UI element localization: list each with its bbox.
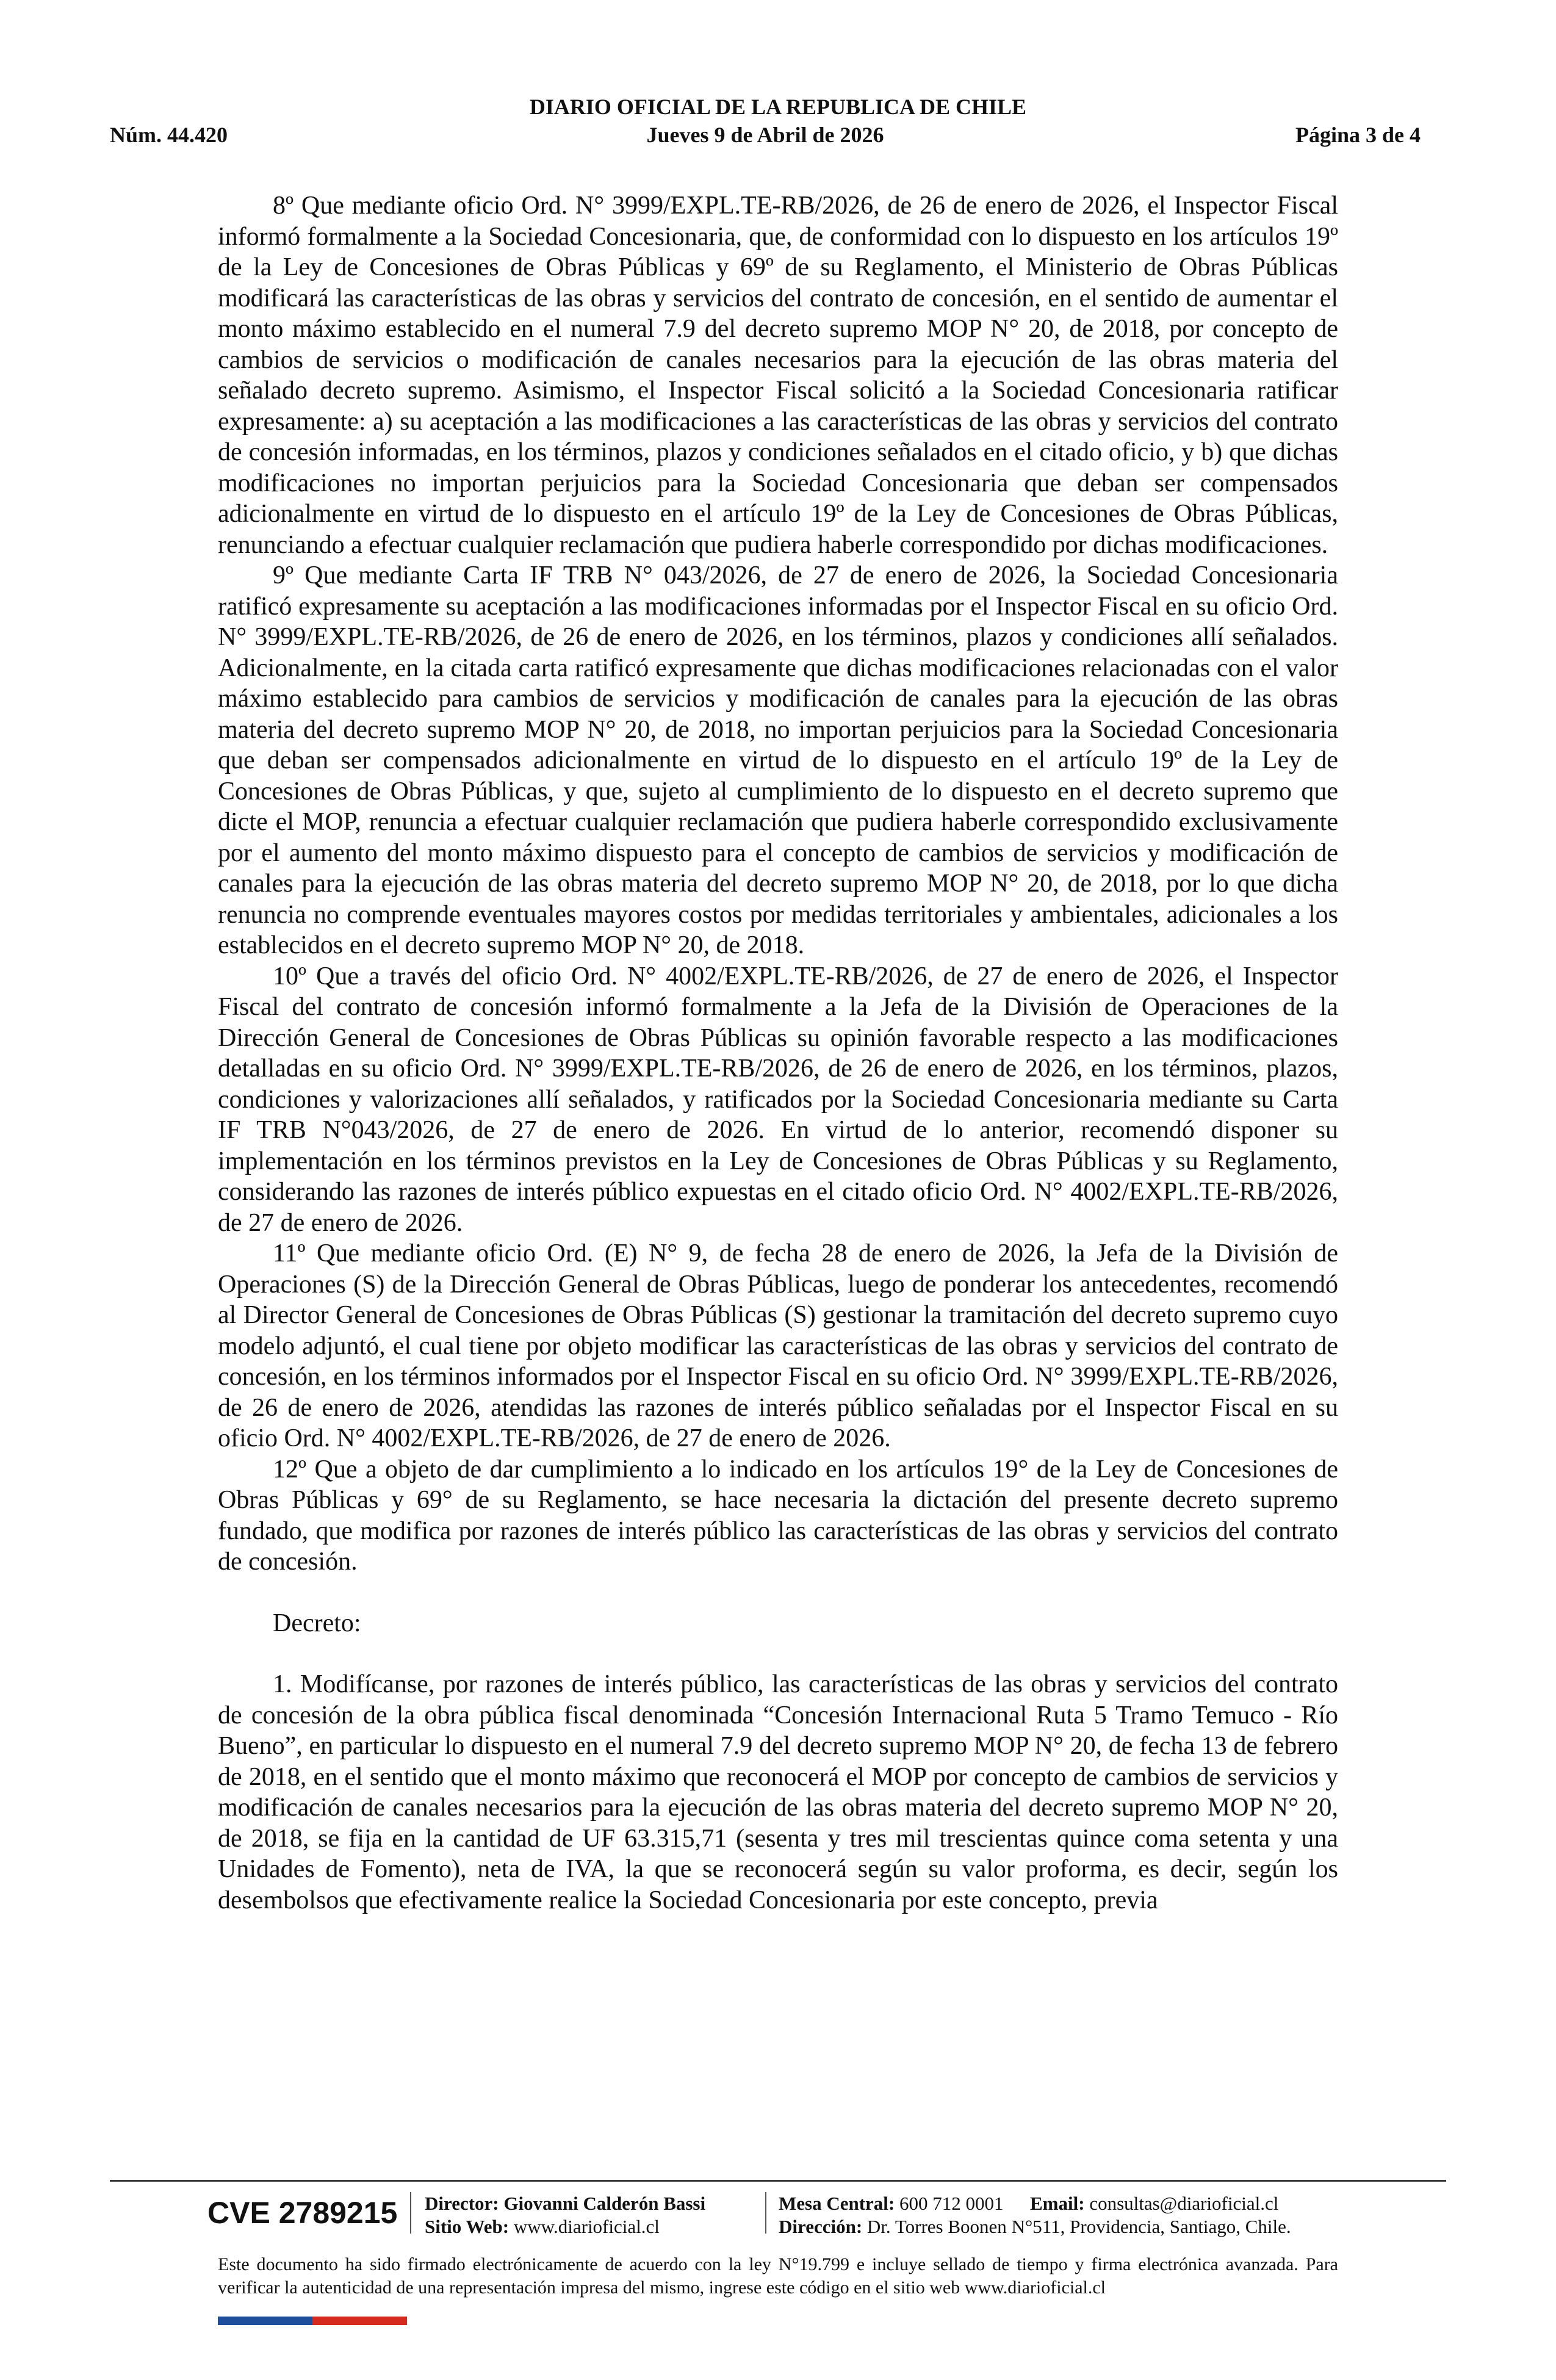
flag-blue-stripe <box>218 2317 312 2325</box>
document-body <box>218 190 1338 1916</box>
flag-red-stripe <box>312 2317 407 2325</box>
contact-line <box>779 2192 1278 2215</box>
issue-number: Núm. 44.420 <box>110 123 228 147</box>
mesa-phone: 600 712 0001 <box>899 2193 1004 2214</box>
address-value: Dr. Torres Boonen N°511, Providencia, Santiago, Chile. <box>866 2216 1291 2237</box>
decreto-label: Decreto: <box>273 1609 361 1637</box>
paragraph-9: 9º Que mediante Carta IF TRB N° 043/2026, de 27 de enero de 2026, la Sociedad Concesionaria ratificó expresamente su aceptación a las modificaciones informadas por el Inspector Fiscal en su oficio Ord. N° 3999/EXPL.TE-RB/2026, de 26 de enero de 2026, en los términos, plazos y condiciones allí señalados. Adicionalmente, en la citada carta ratificó expresamente que dichas modificaciones relacionadas con el valor máximo establecido para cambios de servicios y modificación de canales para la ejecución de las obras materia del decreto supremo MOP N° 20, de 2018, no importan perjuicios para la Sociedad Concesionaria que deban ser compensados adicionalmente en virtud de lo dispuesto en el artículo 19º de la Ley de Concesiones de Obras Públicas, y que, sujeto al cumplimiento de lo dispuesto en el decreto supremo que dicte el MOP, renuncia a efectuar cualquier reclamación que pudiera haberle correspondido exclusivamente por el aumento del monto máximo dispuesto para el concepto de cambios de servicios y modificación de canales para la ejecución de las obras materia del decreto supremo MOP N° 20, de 2018, por lo que dicha renuncia no comprende eventuales mayores costos por medidas territoriales y ambientales, adicionales a los establecidos en el decreto supremo MOP N° 20, de 2018. <box>218 561 1338 959</box>
header-row <box>110 121 1421 149</box>
director-label: Director: <box>425 2193 499 2214</box>
website-line <box>425 2215 660 2238</box>
address-line <box>779 2215 1291 2238</box>
legal-note: Este documento ha sido firmado electrónicamente de acuerdo con la ley N°19.799 e incluye sellado de tiempo y firma electrónica avanzada. Para verificar la autenticidad de una representación impresa del mismo, ingrese este código en el sitio web www.diarioficial.cl <box>218 2254 1338 2298</box>
address-label: Dirección: <box>779 2216 863 2237</box>
newspaper-title: DIARIO OFICIAL DE LA REPUBLICA DE CHILE <box>529 95 1027 119</box>
paragraph-12: 12º Que a objeto de dar cumplimiento a lo indicado en los artículos 19° de la Ley de Concesiones de Obras Públicas y 69° de su Reglamento, se hace necesaria la dictación del presente decreto supremo fundado, que modifica por razones de interés público las características de las obras y servicios del contrato de concesión. <box>218 1455 1338 1576</box>
footer-divider <box>110 2180 1446 2182</box>
article-1: 1. Modifícanse, por razones de interés público, las características de las obras y servicios del contrato de concesión de la obra pública fiscal denominada “Concesión Internacional Ruta 5 Tramo Temuco - Río Bueno”, en particular lo dispuesto en el numeral 7.9 del decreto supremo MOP N° 20, de fecha 13 de febrero de 2018, en el sentido que el monto máximo que reconocerá el MOP por concepto de cambios de servicios y modificación de canales necesarios para la ejecución de las obras materia del decreto supremo MOP N° 20, de 2018, se fija en la cantidad de UF 63.315,71 (sesenta y tres mil trescientas quince coma setenta y una Unidades de Fomento), neta de IVA, la que se reconocerá según su valor proforma, es decir, según los desembolsos que efectivamente realice la Sociedad Concesionaria por este concepto, previa <box>218 1670 1338 1914</box>
flag-stripe <box>218 2317 407 2325</box>
website-label: Sitio Web: <box>425 2216 510 2237</box>
director-name: Giovanni Calderón Bassi <box>503 2193 706 2214</box>
website-link[interactable]: www.diarioficial.cl <box>513 2216 660 2237</box>
email-link[interactable]: consultas@diarioficial.cl <box>1089 2193 1279 2214</box>
issue-date: Jueves 9 de Abril de 2026 <box>646 123 884 147</box>
paragraph-8: 8º Que mediante oficio Ord. N° 3999/EXPL.TE-RB/2026, de 26 de enero de 2026, el Inspector Fiscal informó formalmente a la Sociedad Concesionaria, que, de conformidad con lo dispuesto en los artículos 19º de la Ley de Concesiones de Obras Públicas y 69º de su Reglamento, el Ministerio de Obras Públicas modificará las características de las obras y servicios del contrato de concesión, en el sentido de aumentar el monto máximo establecido en el numeral 7.9 del decreto supremo MOP N° 20, de 2018, por concepto de cambios de servicios o modificación de canales necesarios para la ejecución de las obras materia del señalado decreto supremo. Asimismo, el Inspector Fiscal solicitó a la Sociedad Concesionaria ratificar expresamente: a) su aceptación a las modificaciones a las características de las obras y servicios del contrato de concesión informadas, en los términos, plazos y condiciones señalados en el citado oficio, y b) que dichas modificaciones no importan perjuicios para la Sociedad Concesionaria que deban ser compensados adicionalmente en virtud de lo dispuesto en el artículo 19º de la Ley de Concesiones de Obras Públicas, renunciando a efectuar cualquier reclamación que pudiera haberle correspondido por dichas modificaciones. <box>218 192 1338 559</box>
director-line <box>425 2192 705 2215</box>
email-label: Email: <box>1030 2193 1085 2214</box>
paragraph-11: 11º Que mediante oficio Ord. (E) N° 9, de fecha 28 de enero de 2026, la Jefa de la División de Operaciones (S) de la Dirección General de Obras Públicas, luego de ponderar los antecedentes, recomendó al Director General de Concesiones de Obras Públicas (S) gestionar la tramitación del decreto supremo cuyo modelo adjuntó, el cual tiene por objeto modificar las características de las obras y servicios del contrato de concesión, en los términos informados por el Inspector Fiscal en su oficio Ord. N° 3999/EXPL.TE-RB/2026, de 26 de enero de 2026, atendidas las razones de interés público señaladas por el Inspector Fiscal en su oficio Ord. N° 4002/EXPL.TE-RB/2026, de 27 de enero de 2026. <box>218 1239 1338 1452</box>
footer-separator <box>410 2192 411 2234</box>
cve-code: CVE 2789215 <box>207 2196 398 2230</box>
footer-separator <box>765 2192 766 2234</box>
page-indicator: Página 3 de 4 <box>1295 123 1421 147</box>
mesa-label: Mesa Central: <box>779 2193 895 2214</box>
paragraph-10: 10º Que a través del oficio Ord. N° 4002/EXPL.TE-RB/2026, de 27 de enero de 2026, el Inspector Fiscal del contrato de concesión informó formalmente a la Jefa de la División de Operaciones de la Dirección General de Concesiones de Obras Públicas su opinión favorable respecto a las modificaciones detalladas en su oficio Ord. N° 3999/EXPL.TE-RB/2026, de 26 de enero de 2026, en los términos, plazos, condiciones y valorizaciones allí señalados, y ratificados por la Sociedad Concesionaria mediante su Carta IF TRB N°043/2026, de 27 de enero de 2026. En virtud de lo anterior, recomendó disponer su implementación en los términos previstos en la Ley de Concesiones de Obras Públicas y su Reglamento, considerando las razones de interés público expuestas en el citado oficio Ord. N° 4002/EXPL.TE-RB/2026, de 27 de enero de 2026. <box>218 962 1338 1237</box>
